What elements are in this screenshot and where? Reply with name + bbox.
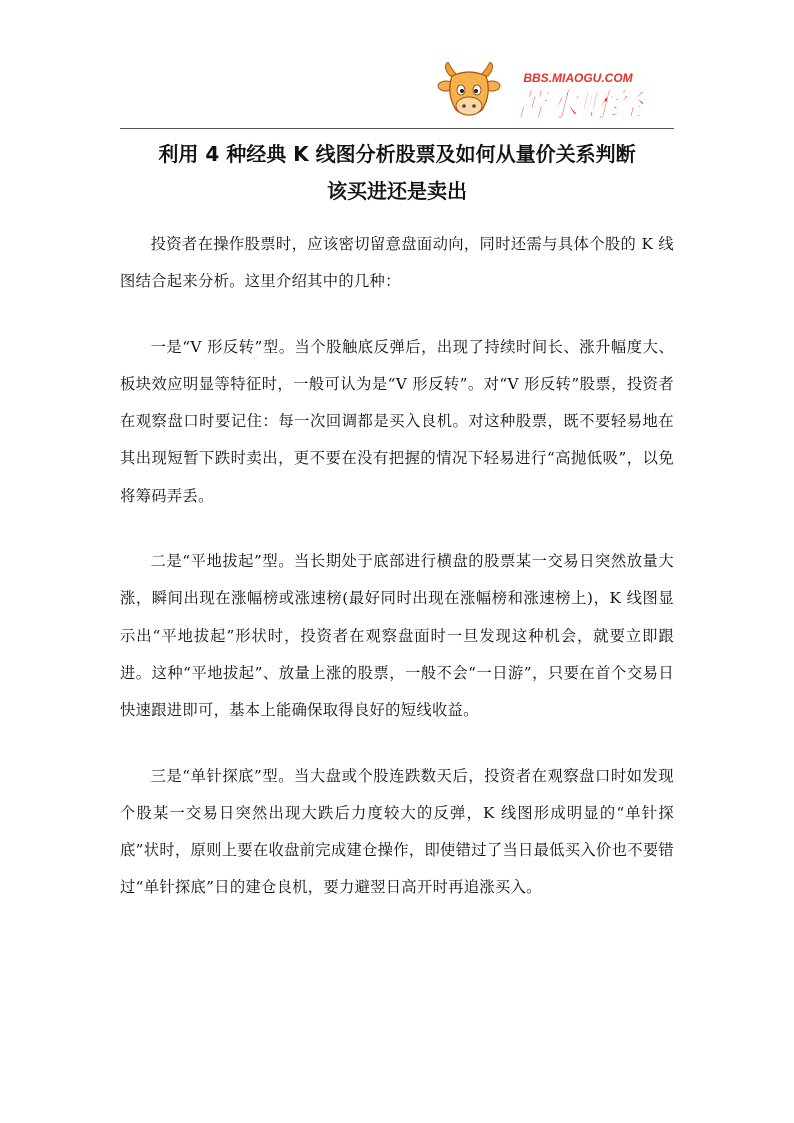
paragraph-v-reversal: 一是“V 形反转”型。当个股触底反弹后，出现了持续时间长、涨升幅度大、板块效应明显等特征时，一般可认为是“V 形反转”。对“V 形反转”股票，投资者在观察盘口时要记住：每一次回调都是买入良机。对这种股票，既不要轻易地在其出现短暂下跌时卖出，更不要在没有把握的情况下轻易进行“高抛低吸”，以免将筹码弄丢。: [120, 337, 674, 505]
page-header: [120, 52, 674, 128]
paragraph-flat-rise: 二是“平地拔起”型。当长期处于底部进行横盘的股票某一交易日突然放量大涨，瞬间出现在涨幅榜或涨速榜(最好同时出现在涨幅榜和涨速榜上)，K 线图显示出“平地拔起”形状时，投资者在观察盘面时一旦发现这种机会，就要立即跟进。这种“平地拔起”、放量上涨的股票，一般不会“一日游”，只要在首个交易日快速跟进即可，基本上能确保取得良好的短线收益。: [120, 552, 674, 720]
paragraph-single-needle: 三是“单针探底”型。当大盘或个股连跌数天后，投资者在观察盘口时如发现个股某一交易日突然出现大跌后力度较大的反弹，K 线图形成明显的“单针探底”状时，原则上要在收盘前完成建仓操作，即使错过了当日最低买入价也不要错过“单针探底”日的建仓良机，要力避翌日高开时再追涨买入。: [120, 766, 675, 897]
header-divider: [120, 128, 674, 129]
paragraph-intro: 投资者在操作股票时，应该密切留意盘面动向，同时还需与具体个股的 K 线图结合起来分析。这里介绍其中的几种：: [120, 235, 674, 291]
logo-brand-text: 苦水财经: [513, 86, 643, 124]
title-line-2: 该买进还是卖出: [327, 179, 467, 203]
site-logo[interactable]: [436, 62, 664, 124]
page-title: [120, 136, 674, 210]
logo-url-text: BBS.MIAOGU.COM: [523, 71, 633, 85]
logo-graphic: [436, 62, 664, 124]
bull-head-icon: [438, 62, 500, 115]
article-body: [120, 226, 674, 935]
title-line-1: 利用 4 种经典 K 线图分析股票及如何从量价关系判断: [158, 142, 636, 166]
